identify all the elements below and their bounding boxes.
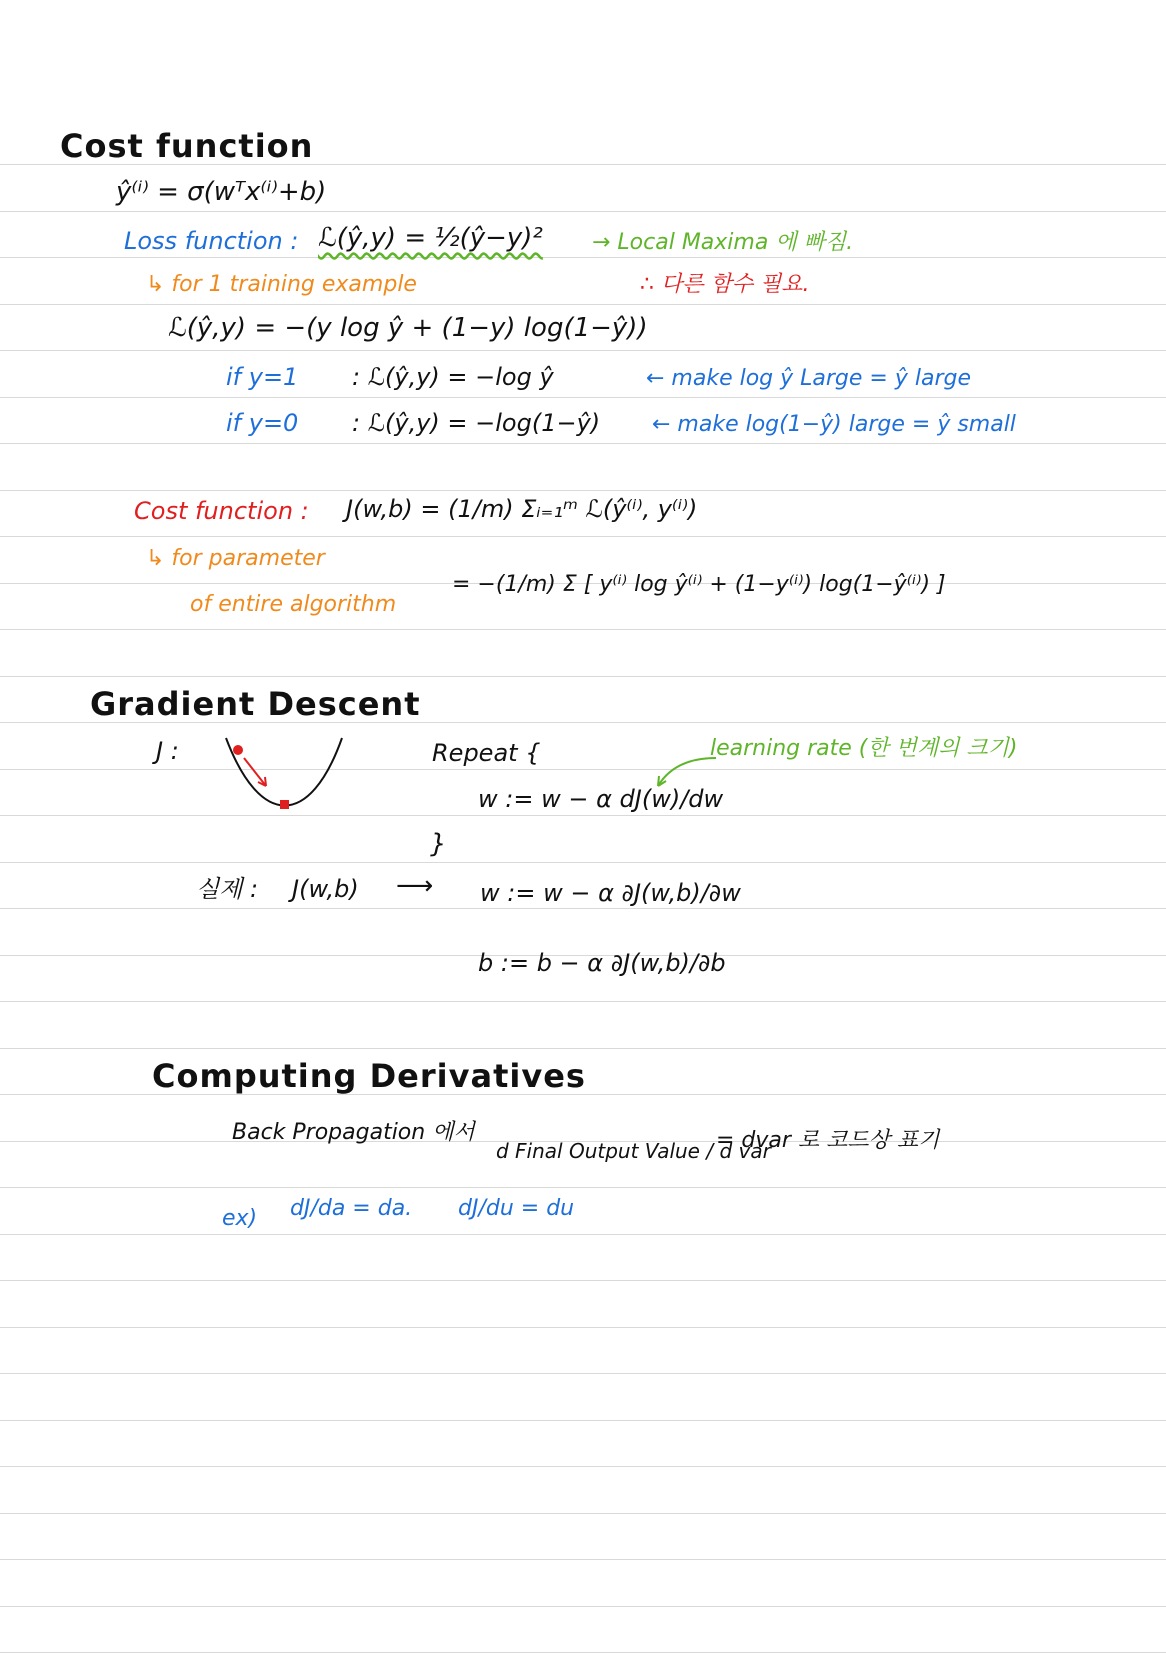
ruled-line xyxy=(0,1606,1166,1607)
ruled-line xyxy=(0,1373,1166,1374)
final-output-fraction: d Final Output Value / d var xyxy=(496,1139,771,1163)
actual-j: J(w,b) xyxy=(292,875,359,903)
ruled-line xyxy=(0,1513,1166,1514)
ruled-line xyxy=(0,443,1166,444)
ruled-line xyxy=(0,1048,1166,1049)
ruled-line xyxy=(0,1001,1166,1002)
section-title-cost-function: Cost function xyxy=(60,127,314,165)
ruled-line xyxy=(0,1652,1166,1653)
ruled-line xyxy=(0,536,1166,537)
loss-function-label: Loss function : xyxy=(124,227,299,255)
if-y1-note: ← make log ŷ Large = ŷ large xyxy=(646,366,972,391)
section-title-computing-derivatives: Computing Derivatives xyxy=(152,1057,586,1095)
repeat-close-brace: } xyxy=(430,829,447,859)
ruled-line xyxy=(0,908,1166,909)
training-example-note: ↳ for 1 training example xyxy=(146,272,417,297)
back-propagation-label: Back Propagation 에서 xyxy=(232,1120,475,1145)
if-y0-note: ← make log(1−ŷ) large = ŷ small xyxy=(652,412,1016,437)
repeat-label: Repeat { xyxy=(432,739,541,767)
ruled-line xyxy=(0,490,1166,491)
b-update-partial: b := b − α ∂J(w,b)/∂b xyxy=(478,949,726,977)
convex-curve xyxy=(226,738,342,806)
parameter-note-1: ↳ for parameter xyxy=(146,546,325,571)
learning-rate-note: learning rate (한 번계의 크기) xyxy=(710,736,1018,761)
cost-function-label: Cost function : xyxy=(134,497,309,525)
if-y0-condition: if y=0 xyxy=(226,409,299,437)
implication-arrow: ⟶ xyxy=(396,871,434,901)
minimum-point xyxy=(280,800,289,809)
example-du: dJ/du = du xyxy=(458,1196,575,1221)
ruled-line xyxy=(0,211,1166,212)
ruled-line xyxy=(0,862,1166,863)
ruled-line xyxy=(0,397,1166,398)
yhat-definition: ŷ⁽ⁱ⁾ = σ(wᵀx⁽ⁱ⁾+b) xyxy=(116,177,327,207)
parameter-note-2: of entire algorithm xyxy=(190,592,397,617)
ruled-line xyxy=(0,257,1166,258)
ruled-line xyxy=(0,1466,1166,1467)
if-y1-equation: : ℒ(ŷ,y) = −log ŷ xyxy=(352,363,554,391)
log-loss-equation: ℒ(ŷ,y) = −(y log ŷ + (1−y) log(1−ŷ)) xyxy=(168,313,648,343)
local-maxima-note: → Local Maxima 에 빠짐. xyxy=(592,230,854,255)
dvar-notation-note: = dvar 로 코드상 표기 xyxy=(716,1128,940,1153)
other-function-needed-note: ∴ 다른 함수 필요. xyxy=(640,272,810,297)
start-point xyxy=(233,745,243,755)
ruled-line xyxy=(0,676,1166,677)
ruled-line xyxy=(0,1280,1166,1281)
ruled-line xyxy=(0,350,1166,351)
section-title-gradient-descent: Gradient Descent xyxy=(90,685,421,723)
learning-rate-arrow xyxy=(650,752,720,792)
cost-expanded-equation: = −(1/m) Σ [ y⁽ⁱ⁾ log ŷ⁽ⁱ⁾ + (1−y⁽ⁱ⁾) log(1−ŷ⁽ⁱ⁾) ] xyxy=(452,572,946,597)
w-update-partial: w := w − α ∂J(w,b)/∂w xyxy=(480,879,741,907)
cost-function-equation: J(w,b) = (1/m) Σᵢ₌₁ᵐ ℒ(ŷ⁽ⁱ⁾, y⁽ⁱ⁾) xyxy=(346,495,698,523)
ruled-line xyxy=(0,1327,1166,1328)
actual-label: 실제 : xyxy=(196,875,259,903)
ruled-line xyxy=(0,1420,1166,1421)
ruled-line xyxy=(0,629,1166,630)
ruled-line xyxy=(0,1559,1166,1560)
ruled-line xyxy=(0,815,1166,816)
j-label: J : xyxy=(156,737,179,765)
example-label: ex) xyxy=(222,1206,258,1231)
w-update-rule: w := w − α dJ(w)/dw xyxy=(478,785,724,813)
if-y0-equation: : ℒ(ŷ,y) = −log(1−ŷ) xyxy=(352,409,601,437)
if-y1-condition: if y=1 xyxy=(226,363,299,391)
example-da: dJ/da = da. xyxy=(290,1196,413,1221)
ruled-line xyxy=(0,304,1166,305)
ruled-line xyxy=(0,1187,1166,1188)
ruled-line xyxy=(0,1234,1166,1235)
squared-loss-equation: ℒ(ŷ,y) = ½(ŷ−y)² xyxy=(318,223,543,253)
ruled-line xyxy=(0,769,1166,770)
convex-cost-curve-diagram xyxy=(220,728,360,828)
